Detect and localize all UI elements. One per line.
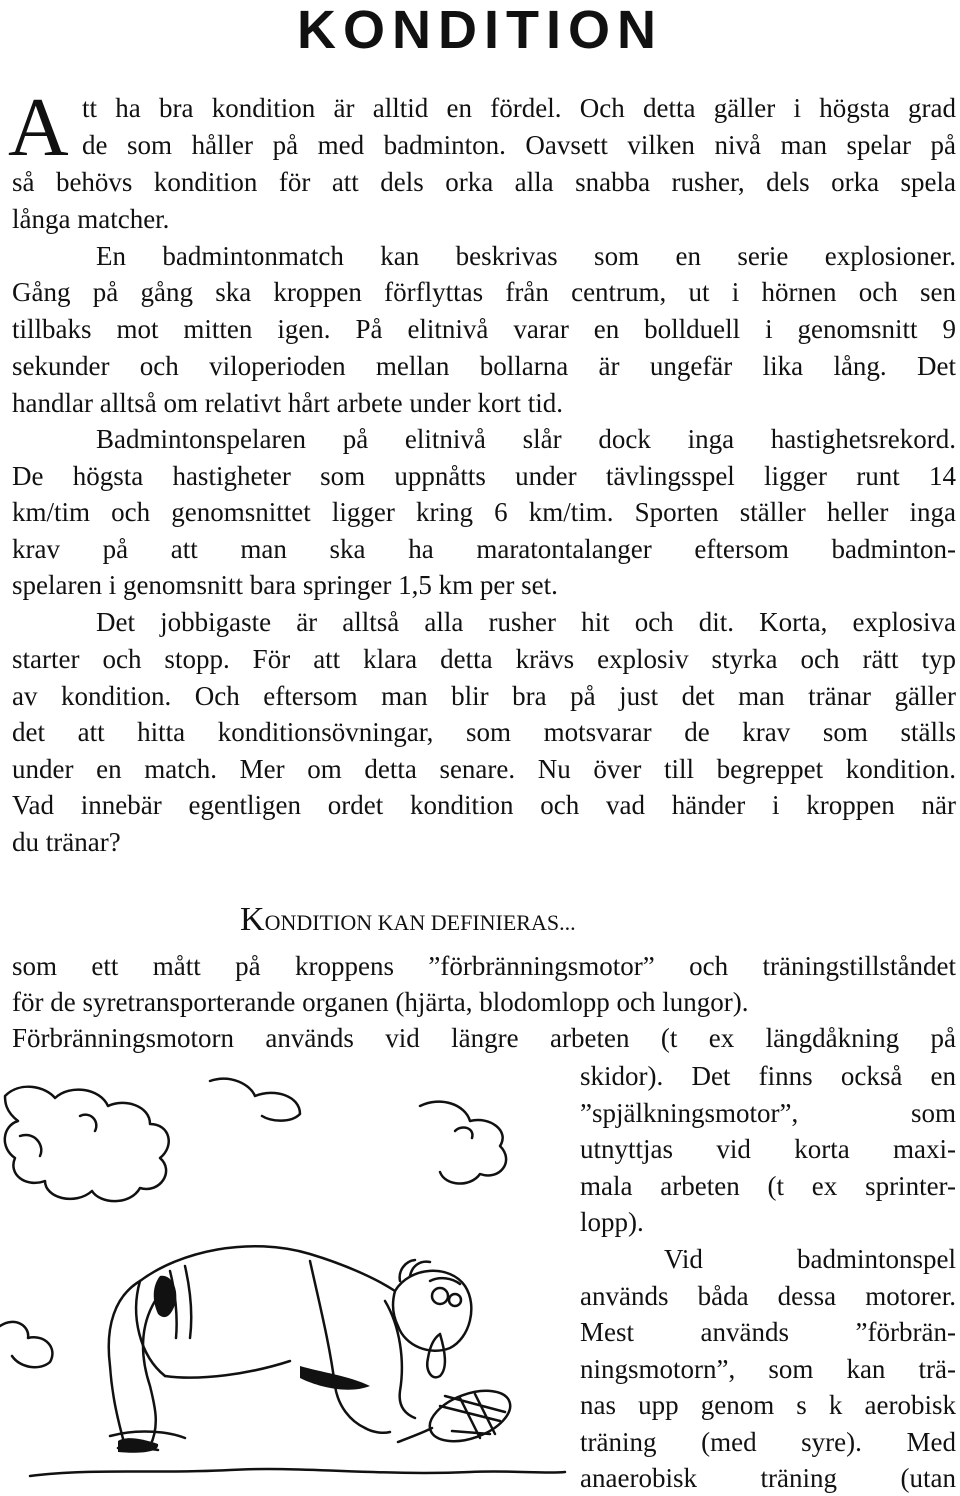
para3-line-4: krav på att man ska ha maratontalanger eftersom badminton-	[12, 534, 956, 564]
col2-line-7: anaerobisk träning (utan	[580, 1463, 956, 1493]
para3-line-5: spelaren i genomsnitt bara springer 1,5 km per set.	[12, 570, 558, 600]
para4-line-2: starter och stopp. För att klara detta krävs explosiv styrka och rätt typ	[12, 644, 956, 674]
section-heading	[240, 902, 576, 941]
intro-line-2: de som håller på med badminton. Oavsett vilken nivå man spelar på	[82, 130, 956, 160]
para4-line-4: det att hitta konditionsövningar, som motsvarar de krav som ställs	[12, 717, 956, 747]
section-line-3: Förbränningsmotorn används vid längre arbeten (t ex längdåkning på	[12, 1023, 956, 1053]
para2-line-2: Gång på gång ska kroppen förflyttas från centrum, ut i hörnen och sen	[12, 277, 956, 307]
col2-line-6: träning (med syre). Med	[580, 1427, 956, 1457]
para4-line-6: Vad innebär egentligen ordet kondition och vad händer i kroppen när	[12, 790, 956, 820]
section-heading-text: ONDITION KAN DEFINIERAS...	[264, 910, 576, 935]
col2-line-4: ningsmotorn”, som kan trä-	[580, 1354, 956, 1384]
col2-line-3: Mest används ”förbrän-	[580, 1317, 956, 1347]
col2-line-1: Vid badmintonspel	[664, 1244, 956, 1274]
para2-line-5: handlar alltså om relativt hårt arbete under kort tid.	[12, 388, 564, 418]
para3-line-2: De högsta hastigheter som uppnåtts under tävlingsspel ligger runt 14	[12, 461, 956, 491]
intro-line-1: tt ha bra kondition är alltid en fördel. Och detta gäller i högsta grad	[82, 93, 956, 123]
section-line-2: för de syretransporterande organen (hjärta, blodomlopp och lungor).	[12, 987, 749, 1017]
col-line-3: utnyttjas vid korta maxi-	[580, 1134, 956, 1164]
col-line-1: skidor). Det finns också en	[580, 1061, 956, 1091]
para2-line-4: sekunder och viloperioden mellan bollarna är ungefär lika lång. Det	[12, 351, 956, 381]
para4-line-1: Det jobbigaste är alltså alla rusher hit och dit. Korta, explosiva	[96, 607, 956, 637]
col2-line-5: nas upp genom s k aerobisk	[580, 1390, 956, 1420]
section-line-1: som ett mått på kroppens ”förbränningsmotor” och träningstillståndet	[12, 951, 956, 981]
para3-line-3: km/tim och genomsnittet ligger kring 6 km/tim. Sporten ställer heller inga	[12, 497, 956, 527]
para2-line-3: tillbaks mot mitten igen. På elitnivå varar en bollduell i genomsnitt 9	[12, 314, 956, 344]
intro-line-4: långa matcher.	[12, 204, 170, 234]
para2-line-1: En badmintonmatch kan beskrivas som en serie explosioner.	[96, 241, 956, 271]
col2-line-2: används båda dessa motorer.	[580, 1281, 956, 1311]
page-title: KONDITION	[297, 0, 663, 60]
intro-line-3: så behövs kondition för att dels orka alla snabba rusher, dels orka spela	[12, 167, 956, 197]
col-line-4: mala arbeten (t ex sprinter-	[580, 1171, 956, 1201]
para3-line-1: Badmintonspelaren på elitnivå slår dock inga hastighetsrekord.	[96, 424, 956, 454]
para4-line-3: av kondition. Och eftersom man blir bra på just det man tränar gäller	[12, 681, 956, 711]
para4-line-5: under en match. Mer om detta senare. Nu över till begreppet kondition.	[12, 754, 956, 784]
col-line-2: ”spjälkningsmotor”, som	[580, 1098, 956, 1128]
exhausted-player-illustration	[0, 1076, 570, 1496]
col-line-5: lopp).	[580, 1207, 644, 1237]
para4-line-7: du tränar?	[12, 827, 121, 857]
section-heading-initial: K	[240, 901, 265, 938]
drop-cap: A	[8, 81, 69, 174]
